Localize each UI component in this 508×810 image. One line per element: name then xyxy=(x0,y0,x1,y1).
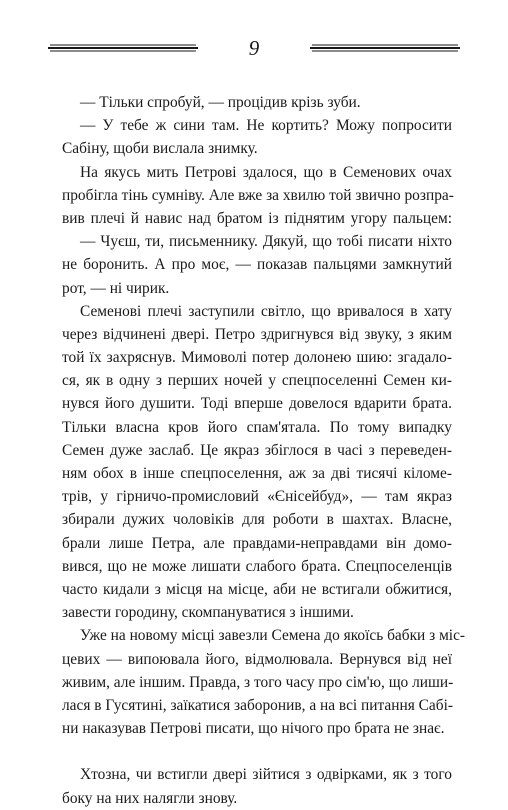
text-line: Хтозна, чи встигли двері зійтися з одвірками, як з того xyxy=(80,766,452,784)
text-line: нувся його душити. Тоді вперше довелося вдарити брата. xyxy=(62,395,452,413)
text-line: ни наказував Петрові писати, що нічого про брата не знає. xyxy=(62,720,445,738)
text-line: той їх захряснув. Мимоволі потер долонею шию: згадало- xyxy=(62,349,452,367)
text-line: На якусь мить Петрові здалося, що в Семенових очах xyxy=(80,163,452,181)
text-line: рот, — ні чирик. xyxy=(62,279,170,297)
text-line: брали лише Петра, але правдами-неправдами він домо- xyxy=(62,534,452,552)
text-line: лася в Гусятині, заїкатися заборонив, а на всі питання Сабі- xyxy=(62,696,453,714)
section-break xyxy=(62,740,452,763)
page-number: 9 xyxy=(248,36,260,60)
text-line: живим, але іншим. Правда, з того часу про сім'ю, що лиши- xyxy=(62,673,454,691)
header-rule-right xyxy=(310,42,460,54)
text-line: ням обох в інше спецпоселення, аж за дві тисячі кіломе- xyxy=(62,465,452,482)
text-line: Тільки власна кров його спам'ятала. По тому випадку xyxy=(62,418,452,436)
text-line: боку на них налягли знову. xyxy=(62,789,238,807)
text-line: часто кидали з місця на місце, аби не встигали обжитися, xyxy=(62,580,452,598)
text-line: Сабіну, щоби вислала знимку. xyxy=(62,140,258,158)
text-line: Семен дуже заслаб. Це якраз збіглося в часі з переведен- xyxy=(62,441,452,459)
text-line: — Тільки спробуй, — процідив крізь зуби. xyxy=(80,94,361,111)
text-line: пробігла тінь сумніву. Але вже за хвилю той звично розпра- xyxy=(62,186,454,204)
text-line: — У тебе ж сини там. Не кортить? Можу попросити xyxy=(80,117,452,135)
text-line: ся, як в одну з перших ночей у спецпоселенні Семен ки- xyxy=(62,372,452,390)
text-line: вив плечі й навис над братом із піднятим угору пальцем: xyxy=(62,209,452,227)
text-line: Семенові плечі заступили світло, що вривалося в хату xyxy=(80,302,452,320)
text-line: вився, що не може лишати слабого брата. Спецпоселенців xyxy=(62,557,452,575)
text-line: не боронить. А про моє, — показав пальцями замкнутий xyxy=(62,256,452,274)
text-line: завести городину, скомпануватися з іншими. xyxy=(62,604,354,622)
text-line: через відчинені двері. Петро здригнувся від звуку, з яким xyxy=(62,325,452,343)
text-line: — Чуєш, ти, письменнику. Дякуй, що тобі писати ніхто xyxy=(80,233,452,251)
body-text xyxy=(62,91,466,810)
text-line: Уже на новому місці завезли Семена до якоїсь бабки з міс- xyxy=(80,627,466,645)
page-header xyxy=(48,36,460,60)
text-line: трів, у гірничо-промисловий «Єнісейбуд», — там якраз xyxy=(62,488,452,506)
text-line: цевих — випоювала його, відмолювала. Вернувся від неї xyxy=(62,650,452,668)
text-line: збирали дужих чоловіків для роботи в шахтах. Власне, xyxy=(62,511,452,529)
